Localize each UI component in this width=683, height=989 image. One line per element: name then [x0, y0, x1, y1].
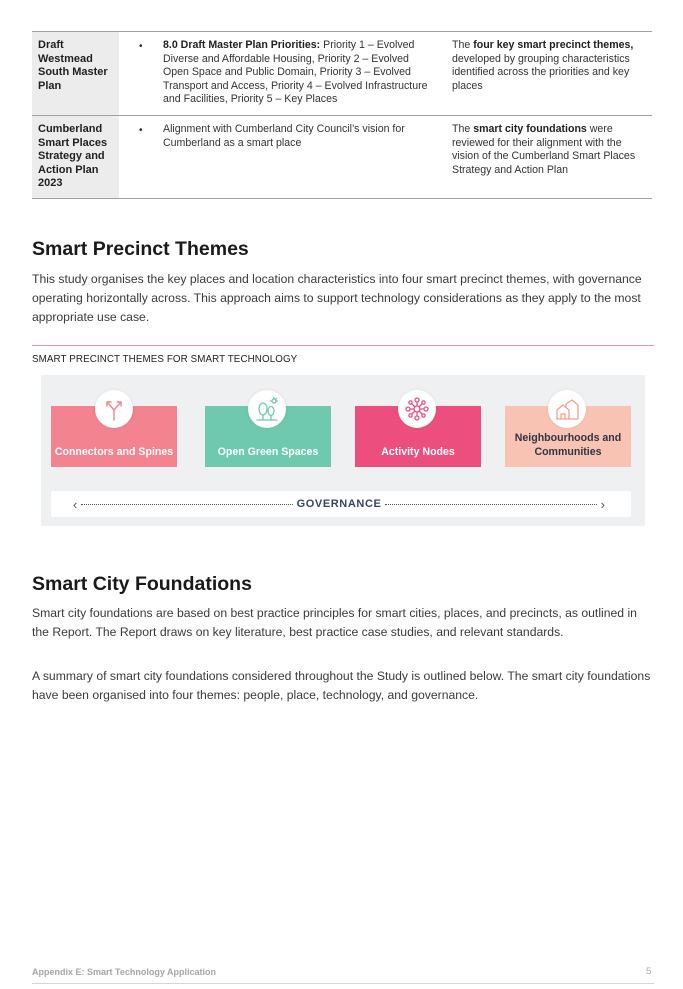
network-nodes-icon	[398, 390, 436, 428]
outcome-bold-text: smart city foundations	[473, 123, 587, 135]
theme-label: Activity Nodes	[381, 445, 455, 458]
outcome-cell	[444, 32, 652, 115]
figure-caption: SMART PRECINCT THEMES FOR SMART TECHNOLOGY	[32, 354, 298, 365]
governance-bar	[51, 491, 631, 517]
themes-paragraph: This study organises the key places and location characteristics into four smart precinct themes, with governance operating horizontally across. This approach aims to support technology considerations as they apply to the most appropriate use case.	[32, 272, 642, 324]
priority-body-text: Alignment with Cumberland City Council’s vision for Cumberland as a smart place	[163, 123, 405, 149]
foundations-paragraph-1: Smart city foundations are based on best practice principles for smart cities, places, and precincts, as outlined in the Report. The Report draws on key literature, best practice case studies, and relevant standards.	[32, 606, 637, 639]
outcome-cell	[444, 116, 652, 198]
governance-line-right	[385, 504, 596, 505]
figure-divider	[32, 345, 654, 346]
outcome-body-text: were reviewed for their alignment with the vision of the Cumberland Smart Places Strategy and Action Plan	[452, 123, 636, 176]
table-row	[32, 116, 652, 199]
theme-label: Connectors and Spines	[54, 445, 174, 458]
outcome-prefix: The	[452, 123, 474, 135]
split-arrow-icon	[95, 390, 133, 428]
theme-label: Neighbourhoods and Communities	[514, 432, 622, 458]
priority-cell	[119, 116, 444, 198]
outcome-bold-text: four key smart precinct themes,	[473, 39, 634, 51]
governance-label: GOVERNANCE	[296, 498, 382, 510]
priority-bold-text: 8.0 Draft Master Plan Priorities:	[163, 39, 321, 51]
priority-cell	[119, 32, 444, 115]
bullet-point: •	[139, 41, 143, 52]
table-row	[32, 32, 652, 116]
footer-title: Appendix E: Smart Technology Application	[32, 967, 217, 977]
outcome-body-text: developed by grouping characteristics identified across the priorities and key places	[452, 52, 630, 92]
foundations-paragraph-2: A summary of smart city foundations considered throughout the Study is outlined below. The smart city foundations have been organised into four themes: people, place, technology, and governance.	[32, 669, 651, 702]
footer-divider	[32, 983, 654, 984]
governance-line-left	[81, 504, 292, 505]
alignment-table	[32, 31, 652, 199]
priority-text	[163, 123, 436, 150]
priority-body-text: Priority 1 – Evolved Diverse and Affordable Housing, Priority 2 – Evolved Open Space and Public Domain, Priority 3 – Evolved Transport and Access, Priority 4 – Evolved Infrastructure and Facilities, Priority 5 – Key Places	[163, 39, 428, 105]
houses-icon	[548, 390, 586, 428]
outcome-prefix: The	[452, 39, 474, 51]
theme-label: Open Green Spaces	[217, 445, 319, 458]
priority-text	[163, 39, 436, 107]
right-arrow-icon: ›	[600, 496, 605, 512]
section-heading-foundations: Smart City Foundations	[32, 573, 252, 595]
document-name-cell: Draft Westmead South Master Plan	[32, 32, 119, 115]
left-arrow-icon: ‹	[73, 496, 78, 512]
document-name-cell: Cumberland Smart Places Strategy and Action Plan 2023	[32, 116, 119, 198]
page-number: 5	[646, 966, 652, 977]
bullet-point: •	[139, 125, 143, 136]
trees-sun-icon	[248, 390, 286, 428]
section-heading-themes: Smart Precinct Themes	[32, 238, 249, 260]
